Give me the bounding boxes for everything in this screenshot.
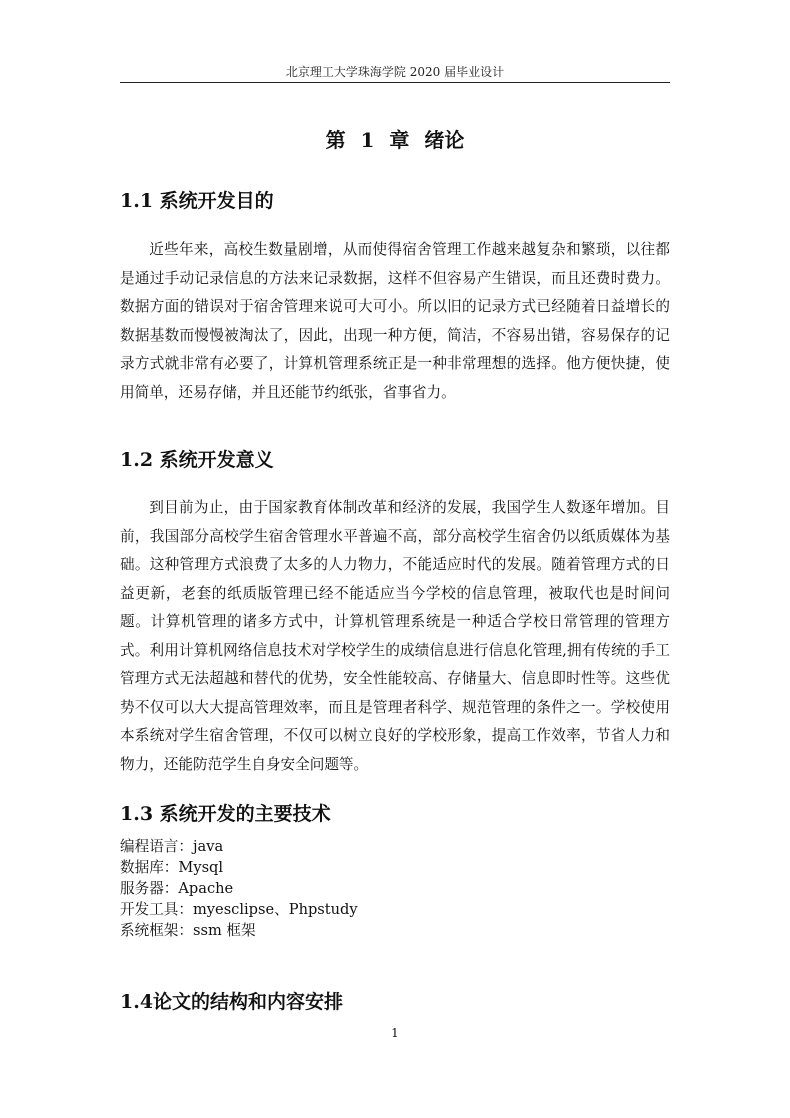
section-paragraph-1-2: 到目前为止，由于国家教育体制改革和经济的发展，我国学生人数逐年增加。目前，我国部分高校学生宿舍管理水平普遍不高，部分高校学生宿舍仍以纸质媒体为基础。这种管理方式浪费了太多的人力物力，不能适应时代的发展。随着管理方式的日益更新，老套的纸质版管理已经不能适应当今学校的信息管理，被取代也是时间问题。计算机管理的诸多方式中，计算机管理系统是一种适合学校日常管理的管理方式。利用计算机网络信息技术对学校学生的成绩信息进行信息化管理,拥有传统的手工管理方式无法超越和替代的优势，安全性能较高、存储量大、信息即时性等。这些优势不仅可以大大提高管理效率，而且是管理者科学、规范管理的条件之一。学校使用本系统对学生宿舍管理，不仅可以树立良好的学校形象，提高工作效率，节省人力和物力，还能防范学生自身安全问题等。	[120, 499, 670, 773]
tech-item-database: 数据库：Mysql	[120, 859, 224, 876]
tech-item-language: 编程语言：java	[120, 838, 224, 855]
section-heading-1-4: 1.4论文的结构和内容安排	[120, 991, 344, 1013]
section-heading-1-3: 1.3 系统开发的主要技术	[120, 803, 331, 825]
header-rule	[120, 82, 670, 83]
tech-item-server: 服务器：Apache	[120, 880, 234, 897]
tech-list	[120, 836, 670, 941]
running-header: 北京理工大学珠海学院 2020 届毕业设计	[285, 65, 505, 79]
tech-item-framework: 系统框架：ssm 框架	[120, 922, 256, 939]
tech-item-dev-tools: 开发工具：myesclipse、Phpstudy	[120, 901, 358, 918]
section-heading-1-1: 1.1 系统开发目的	[120, 190, 274, 212]
section-paragraph-1-1: 近些年来，高校生数量剧增，从而使得宿舍管理工作越来越复杂和繁琐，以往都是通过手动记录信息的方法来记录数据，这样不但容易产生错误，而且还费时费力。数据方面的错误对于宿舍管理来说可大可小。所以旧的记录方式已经随着日益增长的数据基数而慢慢被淘汰了，因此，出现一种方便，简洁，不容易出错，容易保存的记录方式就非常有必要了，计算机管理系统正是一种非常理想的选择。他方便快捷，使用简单，还易存储，并且还能节约纸张，省事省力。	[120, 241, 670, 401]
chapter-title: 第 1 章 绪论	[325, 128, 465, 152]
page-number: 1	[391, 1026, 399, 1040]
section-heading-1-2: 1.2 系统开发意义	[120, 449, 274, 471]
